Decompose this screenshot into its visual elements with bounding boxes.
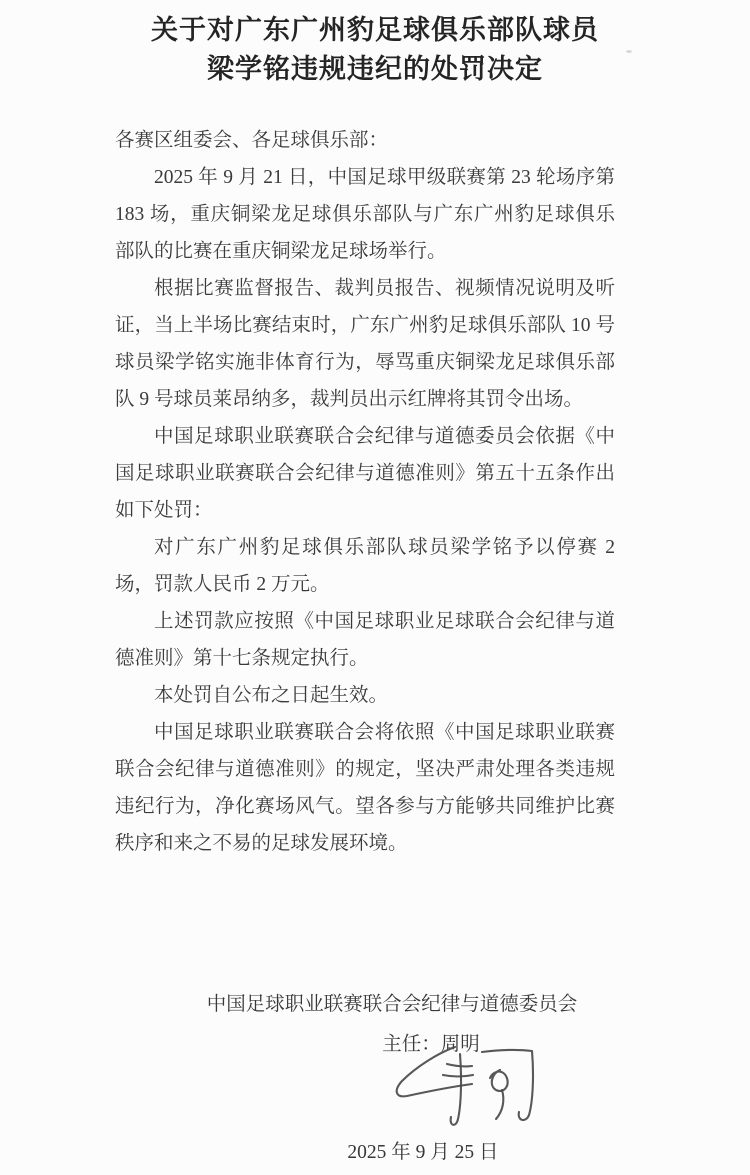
- paragraph-effective-date: 本处罚自公布之日起生效。: [154, 685, 389, 706]
- document-body: [115, 122, 615, 862]
- paragraph-match-info: 2025 年 9 月 21 日，中国足球甲级联赛第 23 轮场序第 183 场，重庆铜梁龙足球俱乐部队与广东广州豹足球俱乐部队的比赛在重庆铜梁龙足球场举行。: [115, 167, 615, 262]
- title-line-2: 梁学铭违规违纪的处罚决定: [207, 54, 543, 84]
- issue-date: 2025 年 9 月 25 日: [347, 1142, 499, 1163]
- handwritten-signature-icon: [376, 1040, 548, 1142]
- paragraph-penalty: 对广东广州豹足球俱乐部队球员梁学铭予以停赛 2 场，罚款人民币 2 万元。: [115, 537, 615, 595]
- signer-title-name: 主任：周明: [382, 1034, 480, 1055]
- paragraph-basis: 中国足球职业联赛联合会纪律与道德委员会依据《中国足球职业联赛联合会纪律与道德准则》第五十五条作出如下处罚：: [115, 426, 615, 521]
- paragraph-closing: 中国足球职业联赛联合会将依照《中国足球职业联赛联合会纪律与道德准则》的规定，坚决严肃处理各类违规违纪行为，净化赛场风气。望各参与方能够共同维护比赛秩序和来之不易的足球发展环境。: [115, 722, 615, 854]
- title-line-1: 关于对广东广州豹足球俱乐部队球员: [151, 15, 599, 45]
- document-title: [0, 11, 750, 89]
- issuer-committee: 中国足球职业联赛联合会纪律与道德委员会: [206, 994, 578, 1015]
- salutation: 各赛区组委会、各足球俱乐部：: [115, 130, 389, 151]
- paragraph-fine-execution: 上述罚款应按照《中国足球职业足球联合会纪律与道德准则》第十七条规定执行。: [115, 611, 615, 669]
- paragraph-incident: 根据比赛监督报告、裁判员报告、视频情况说明及听证，当上半场比赛结束时，广东广州豹足球俱乐部队 10 号球员梁学铭实施非体育行为，辱骂重庆铜梁龙足球俱乐部队 9 号球员莱昂纳多，裁判员出示红牌将其罚令出场。: [115, 278, 615, 410]
- scan-artifact: [626, 50, 632, 53]
